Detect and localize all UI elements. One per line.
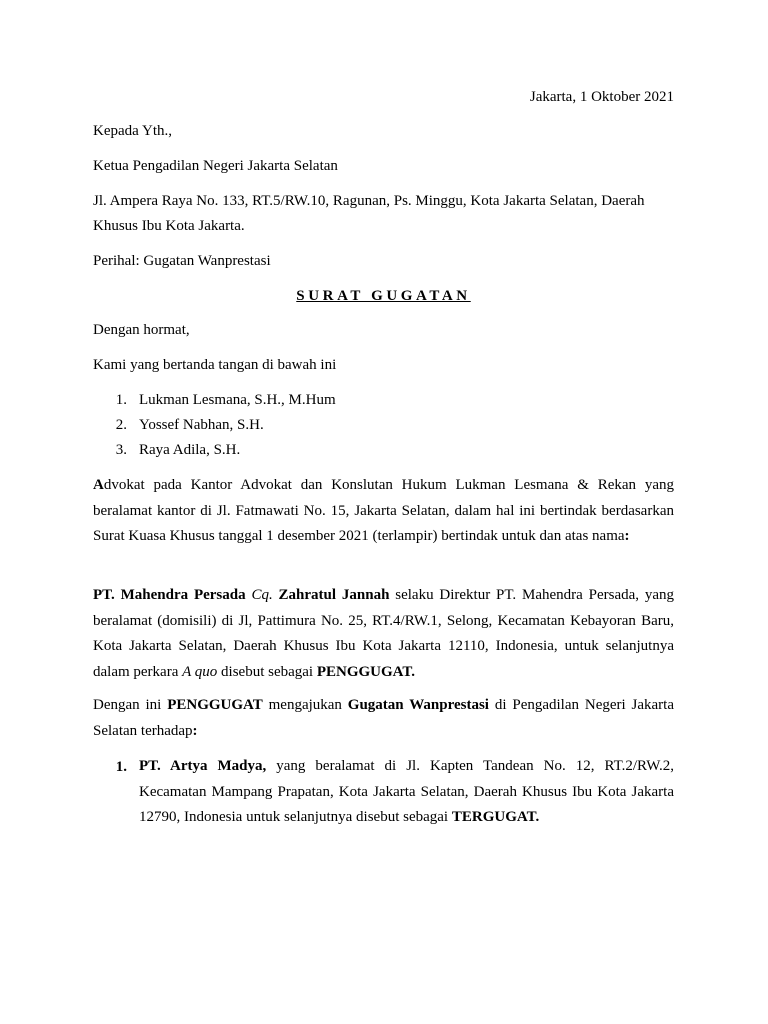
list-item-number: 2. <box>115 417 127 433</box>
paragraph-claim <box>93 693 674 744</box>
list-item-number: 3. <box>115 442 127 458</box>
claim-colon: : <box>192 722 198 739</box>
plaintiff-role: PENGGUGAT. <box>316 664 416 681</box>
recipient-address-line1: Jl. Ampera Raya No. 133, RT.5/RW.10, Ragunan, Ps. Minggu, Kota Jakarta Selatan, Daerah <box>93 193 645 209</box>
aquo-text: A quo <box>182 664 218 681</box>
subject-line: Perihal: Gugatan Wanprestasi <box>93 253 271 269</box>
defendant-number: 1. <box>115 759 127 775</box>
plaintiff-text1: selaku Direktur PT. Mahendra Persada, yang beralamat (domisili) di Jl, Pattimura No. 25, RT.4/RW.1, Selong, Kecamatan Kebayoran Baru, Kota Jakarta Selatan, Daerah Khusus Ibu Kota Jakarta 12110, Indonesia, untuk selanjutnya dalam perkara <box>93 587 675 681</box>
list-item-name: Yossef Nabhan, S.H. <box>139 417 264 433</box>
greeting: Dengan hormat, <box>93 322 190 338</box>
paragraph-advokat <box>93 473 674 550</box>
claim-text1: Dengan ini <box>93 697 162 713</box>
paragraph-plaintiff <box>93 583 674 686</box>
claim-text2: mengajukan <box>268 697 342 713</box>
defendant-item <box>139 754 674 831</box>
claim-text3: di Pengadilan Negeri Jakarta Selatan terhadap <box>93 697 674 739</box>
list-item-name: Lukman Lesmana, S.H., M.Hum <box>139 392 336 408</box>
plaintiff-person: Zahratul Jannah <box>278 587 390 603</box>
defendant-company: PT. Artya Madya, <box>139 758 267 774</box>
defendant-text: yang beralamat di Jl. Kapten Tandean No. 12, RT.2/RW.2, Kecamatan Mampang Prapatan, Kota Jakarta Selatan, Daerah Khusus Ibu Kota Jakarta 12790, Indonesia untuk selanjutnya disebut sebagai <box>139 758 675 826</box>
list-item-name: Raya Adila, S.H. <box>139 442 241 458</box>
salutation-to: Kepada Yth., <box>93 123 172 139</box>
intro-text: Kami yang bertanda tangan di bawah ini <box>93 357 337 373</box>
cq-text: Cq. <box>251 587 273 603</box>
claim-type: Gugatan Wanprestasi <box>347 697 489 713</box>
paragraph-advokat-colon: : <box>624 528 630 545</box>
place-date: Jakarta, 1 Oktober 2021 <box>529 89 674 105</box>
plaintiff-company: PT. Mahendra Persada <box>93 587 246 603</box>
document-title <box>93 287 674 305</box>
document-title-text: SURAT GUGATAN <box>296 288 471 304</box>
recipient-address-line2: Khusus Ibu Kota Jakarta. <box>93 218 245 234</box>
recipient: Ketua Pengadilan Negeri Jakarta Selatan <box>93 158 338 174</box>
paragraph-advokat-text: dvokat pada Kantor Advokat dan Konslutan Hukum Lukman Lesmana & Rekan yang beralamat kantor di Jl. Fatmawati No. 15, Jakarta Selatan, dalam hal ini bertindak berdasarkan Surat Kuasa Khusus tanggal 1 desember 2021 (terlampir) bertindak untuk dan atas nama <box>93 477 674 545</box>
list-item-number: 1. <box>115 392 127 408</box>
defendant-role: TERGUGAT. <box>451 809 540 826</box>
plaintiff-text2: disebut sebagai <box>221 664 314 681</box>
drop-letter: A <box>93 477 104 493</box>
claim-role: PENGGUGAT <box>167 697 263 713</box>
